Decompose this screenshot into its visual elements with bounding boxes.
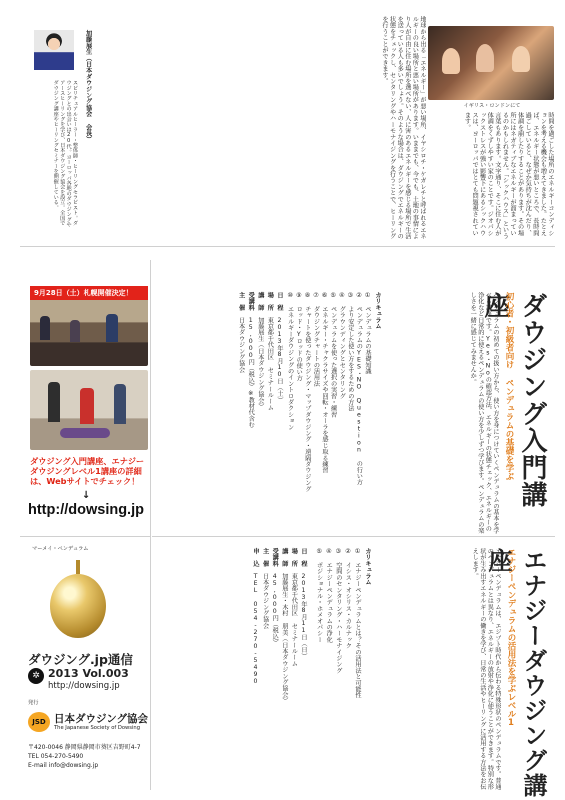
list-item: ③ より安定した使い方をするための方法: [346, 292, 354, 412]
list-item: ② イシス・オシリス・カルナック: [344, 548, 352, 649]
telephone: TEL 054-270-5490: [28, 753, 84, 760]
author-profile: スピリチュアルヒーラー・整体師・ヒーリングセラピスト。ダウジングとの出会いは20代。ヨーロッパ各地のダウジングやアースヒーリングを学び、日本ダウジング協会を設立。全国でダウジング講座やヒーリングセミナーを開催している。: [52, 80, 78, 228]
web-check-note: ダウジング入門講座、エナジーダウジングレベル1講座の詳細は、Webサイトでチェック！: [30, 456, 145, 486]
list-item: ③ 空間のセンタリング・ハーモナイジング: [334, 548, 342, 674]
divider: [152, 536, 555, 537]
practice-photo: [30, 370, 148, 450]
intro-course-text: ペンデュラムの初めての扱い方から、使い方を身につけていくペンデュラムの基本を学べる講座です。Yes・Noの確認方法、エネルギーの状態チェック、エネルギーの浄化など日常的に使えるペンデュラムの使い方を少しずつ学びます。ペンデュラムの楽しさを一緒に感じてみませんか。: [469, 292, 499, 534]
list-item: ④ エナジーペンデュラムの浄化: [325, 548, 333, 643]
association-name: 日本ダウジング協会: [54, 713, 149, 725]
info-row: 主 催 日本ダウジング協会: [237, 292, 245, 373]
email: E-mail info@dowsing.jp: [28, 762, 99, 769]
info-row: 日 程 2013年8月10日（土）: [276, 292, 283, 404]
address: 〒420-0046 静岡県静岡市葵区吉野町4-7: [28, 744, 141, 751]
info-row: 日 程 2013年8月11日（日）: [300, 548, 307, 660]
list-item: ⑤ ペンデュラムを使った選択の実習・練習: [329, 292, 337, 418]
intro-curriculum-list: [286, 292, 371, 522]
energy-course-title: エナジーダウジング講座: [484, 548, 547, 798]
energy-info-list: [251, 548, 307, 788]
list-item: ① ペンデュラムの基礎知識: [364, 292, 371, 375]
info-row: 申 込 TEL 054-270-5490: [252, 548, 260, 685]
list-item: ⑨ ロッド・Yロッドの使い方: [295, 292, 303, 382]
energy-course-subtitle: エナジーペンデュラムの活用法を学ぶレベル1: [506, 548, 516, 728]
info-row: 受講料 15,000円（税込）※教材代含む: [247, 292, 255, 428]
list-item: ④ グラウンディングとセンタリング: [338, 292, 346, 399]
down-arrow-icon: ↓: [82, 490, 91, 501]
energy-curriculum-list: [315, 548, 361, 788]
list-item: ⑥ エネルギー・チャクラサイズや回転・オーラを感じ取る練習: [321, 292, 329, 474]
pendulum-caption: マーメイ・ペンデュラム: [32, 546, 89, 552]
pendulum-image: [50, 574, 106, 638]
website-link[interactable]: http://dowsing.jp: [28, 502, 144, 518]
info-row: 受講料 45,000円（税込）: [271, 548, 279, 646]
list-item: ⑩ エネルギーダウジングのイントロダクション: [286, 292, 294, 430]
info-row: 主 催 日本ダウジング協会: [261, 548, 269, 629]
intro-curriculum-heading: カリキュラム: [374, 292, 381, 330]
association-name-en: The Japanese Society of Dowsing: [54, 725, 140, 731]
article-text-2: 地球から出る「エネルギー」が悪い場所、イヤシロチ・ケガレチと呼ばれるエネルギーの良い場所と悪い場所があります。いままでも、今でも、土地の事情により人が自由に住む場所を選べない、人に害のあるエネルギーを感じる場所で生活を送っている人も多いでしょう。そのような場合は、ダウジングでエネルギーの状態をチェックし、センタリングやハーモナイジングを行うことで、ヒーリングを行うことができます。: [381, 16, 426, 240]
list-item: ⑦ ダウジングチャートの活用法: [312, 292, 320, 387]
london-photo: [428, 26, 554, 100]
publisher-label: 発行: [28, 700, 39, 706]
newsletter-url: http://dowsing.jp: [48, 681, 120, 691]
photo-caption: イギリス・ロンドンにて: [463, 103, 521, 109]
author-name: 加藤展生（日本ダウジング協会 会長）: [84, 30, 92, 143]
info-row: 講 師 加藤展生（日本ダウジング協会）: [256, 292, 264, 410]
divider: [20, 536, 150, 537]
info-row: 講 師 加藤展生・木村 朋美（日本ダウジング協会）: [280, 548, 288, 704]
author-portrait: [34, 30, 74, 70]
dowsing-logo-icon: ✲: [28, 668, 44, 684]
jsd-logo-icon: JSD: [28, 712, 50, 732]
list-item: ② ペンデュラムのYES・NO Question の行い方: [355, 292, 363, 486]
info-row: 場 所 東京都千代田区 セミナールーム: [290, 548, 298, 667]
list-item: ⑧ チャートを使ったダウジング・マップダウジング・遠隔ダウジング: [303, 292, 311, 492]
seminar-photo: [30, 286, 148, 366]
volume-label: 2013 Vol.003: [48, 667, 129, 680]
list-item: ① エナジーペンデュラムとは？その活用法と可能性: [354, 548, 361, 699]
intro-course-title: ダウジング入門講座: [480, 292, 547, 508]
intro-info-list: [237, 292, 283, 522]
intro-course-subtitle: 初心者・初級者向け ペンデュラムの基礎を学ぶ: [504, 292, 514, 481]
energy-course-text: エナジーペンデュラムは、エジプト時代から伝わる特殊形状のペンデュラムです。普通のペンデュラムとは異なり、エネルギーの放射や浄化に使うことができます。特別な形状が生み出すエネルギーの働きを学び、日常の生活やヒーリングに活用する方法をお伝えします。: [471, 548, 501, 790]
info-row: 場 所 東京都千代田区 セミナールーム: [266, 292, 274, 411]
energy-curriculum-heading: カリキュラム: [364, 548, 371, 586]
article-text-1: 時間を過ごした場所のエネルギーコンディションを考える機会も増えてきました。たとえば、エネルギー状態が悪いところで、長時間過ごしていると、なぜか気持ちが沈んだり、体調を崩したりすることがあります。その場所にはネガティブなエネルギーが溜まっているのかもしれません。「シックハウス」という言葉もあります。文字通り、そこに住む人が体調をくずしやすい家のことです。ジオパシックストレスが強い影響下にあるシックハウスは、ヨーロッパではとても問題視されています。: [463, 112, 554, 240]
newsletter-title: ダウジング.jp通信: [28, 652, 133, 667]
divider: [150, 260, 151, 790]
list-item: ⑤ ポジショナル・ホメオパシー: [315, 548, 323, 643]
sapporo-banner: 9月28日（土）札幌開催決定！: [30, 286, 148, 300]
divider: [20, 246, 555, 247]
